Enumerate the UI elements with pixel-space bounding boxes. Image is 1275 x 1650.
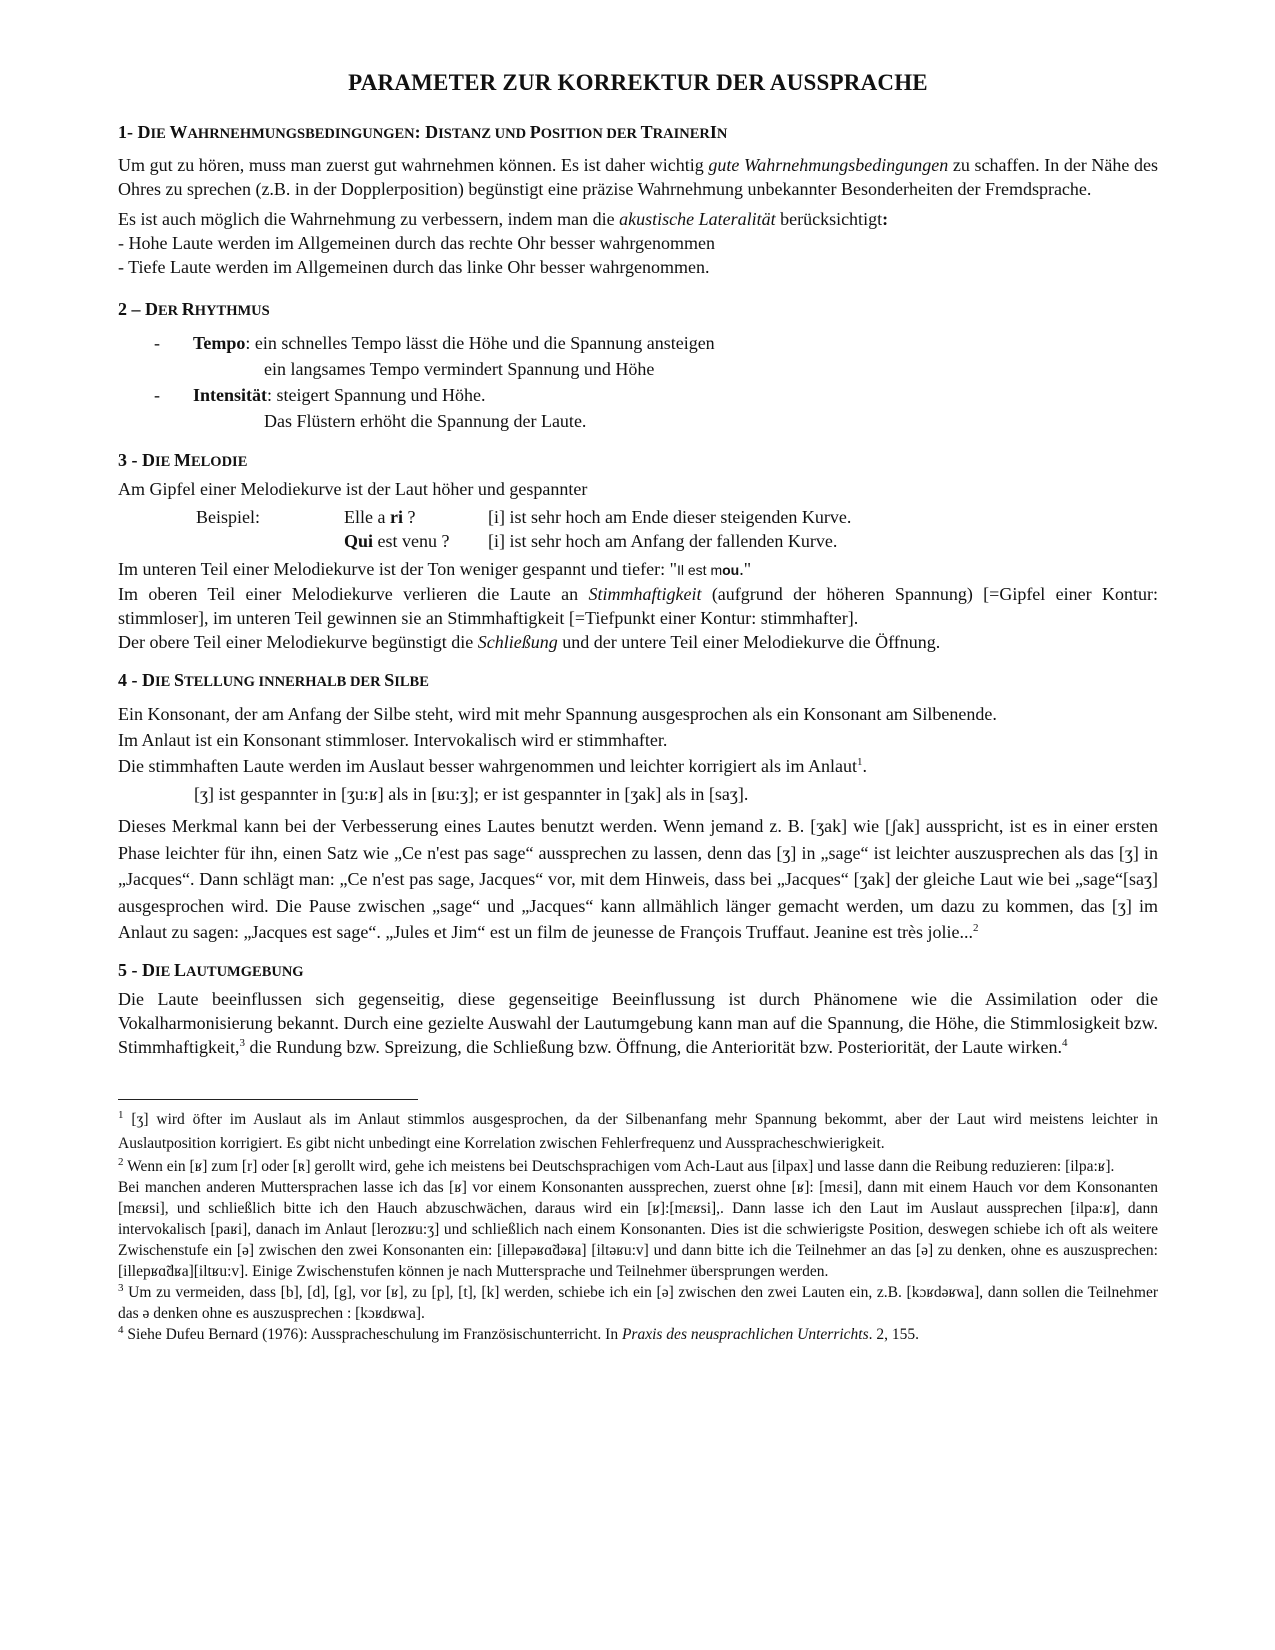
- emphasis: gute Wahrnehmungsbedingungen: [708, 155, 949, 175]
- section-2-heading: [118, 299, 1158, 320]
- paragraph: [118, 987, 1158, 1059]
- heading-text: 4 - D: [118, 670, 155, 690]
- footnote-ref[interactable]: 3: [239, 1036, 245, 1049]
- heading-text: N: [716, 126, 728, 142]
- heading-text: T: [640, 122, 653, 142]
- heading-text: OSITION DER: [540, 126, 641, 142]
- heading-text: IE: [150, 126, 170, 142]
- text: .: [862, 756, 867, 776]
- text: Die Laute beeinflussen sich gegenseitig, diese gegenseitige Beeinflussung ist durch Phänomene wie die Assimilation oder die Vokalharmonisierung bekannt. Durch eine gezielte Auswahl der Lautumgebung kann man auf die Spannung, die Höhe, die Stimmlosigkeit bzw. Stimmhaftigkeit,: [118, 988, 1158, 1057]
- footnote-text: [ʒ] wird öfter im Auslaut als im Anlaut stimmlos ausgesprochen, da der Silbenanfang mehr Spannung bekommt, aber der Laut wird meistens leichter in Auslautposition korrigiert. Es gibt nicht unbedingt eine Korrelation zwischen Fehlerfrequenz und Ausspracheschwierigkeit.: [118, 1110, 1158, 1152]
- emphasis: Stimmhaftigkeit: [588, 584, 702, 604]
- section-4-heading: [118, 670, 1158, 691]
- text: Im unteren Teil einer Melodiekurve ist der Ton weniger gespannt und tiefer: ": [118, 559, 677, 579]
- example-sentence: [344, 529, 450, 553]
- heading-text: L: [173, 959, 186, 980]
- text: est venu ?: [373, 531, 450, 551]
- footnote-number: 1: [118, 1108, 124, 1121]
- heading-text: 3 - D: [118, 450, 155, 470]
- footnote-text: Um zu vermeiden, dass [b], [d], [g], vor [ʁ], zu [p], [t], [k] werden, schiebe ich ein [ə] zwischen den zwei Lauten ein, z.B. [kɔʁdəʁwa], dann sollen die Teilnehmer das ə denken ohne es auszusprechen : [kɔʁdʁwa].: [118, 1283, 1158, 1322]
- footnote-text: . 2, 155.: [868, 1325, 920, 1343]
- text: Es ist auch möglich die Wahrnehmung zu verbessern, indem man die: [118, 209, 620, 229]
- footnote-2-continued: Bei manchen anderen Muttersprachen lasse ich das [ʁ] vor einem Konsonanten aussprechen, zuerst ohne [ʁ]: [mɛsi], dann mit einem Hauch vor dem Konsonanten [mɛʁsi], und schließlich bitte ich den Hauch abzuschwächen, daraus wird ein [ʁ]:[mɛʁsi],. Dann lasse ich den Laut im Auslaut aussprechen [ilpa:ʁ], dann intervokalisch [paʁi], danach im Anlaut [lerozʁu:ʒ] und schließlich nach einem Konsonanten. Dies ist die schwierigste Position, deswegen schiebe ich oft als weitere Zwischenstufe ein [ə] zwischen den zwei Konsonanten ein: [illepəʁɑ̃dəʁa] [iltəʁu:v] und dann bitte ich die Teilnehmer an das [ə] zu denken, ohne es auszusprechen: [illepʁɑ̃dʁa][iltʁu:v]. Einige Zwischenstufen können je nach Muttersprache und Teilnehmer übersprungen werden.: [118, 1178, 1158, 1280]
- section-3-heading: [118, 450, 1158, 471]
- text: die Rundung bzw. Spreizung, die Schließung bzw. Öffnung, die Anteriorität bzw. Posteriorität, der Laute wirken.: [245, 1036, 1062, 1057]
- footnote-text: Wenn ein [ʁ] zum [r] oder [ʀ] gerollt wird, gehe ich meistens bei Deutschsprachigen vom Ach-Laut aus [ilpax] und lasse dann die Reibung reduzieren: [ilpa:ʁ].: [123, 1157, 1115, 1175]
- text: : ein schnelles Tempo lässt die Höhe und die Spannung ansteigen: [245, 333, 715, 353]
- example-note: [i] ist sehr hoch am Ende dieser steigenden Kurve.: [488, 507, 852, 527]
- text: zu schaffen. In der Nähe des Ohres zu sprechen (z.B. in der Dopplerposition) begünstigt eine präzise Wahrnehmung unbekannter Besonderheiten der Fremdsprache.: [118, 155, 1158, 199]
- footnote-ref[interactable]: 1: [856, 756, 863, 768]
- section-1-heading: [118, 122, 1158, 143]
- example-row: [118, 529, 1158, 553]
- term: Intensität: [193, 385, 268, 405]
- text: Im oberen Teil einer Melodiekurve verlieren die Laute an: [118, 584, 589, 604]
- list-item: [118, 330, 1158, 356]
- bullet: -: [154, 385, 160, 405]
- paragraph: [118, 207, 1158, 231]
- text: Dieses Merkmal kann bei der Verbesserung eines Lautes benutzt werden. Wenn jemand z. B. [ʒak] wie [ʃak] ausspricht, ist es in einer ersten Phase leichter für ihn, einen Satz wie „Ce n'est pas sage“ aussprechen zu lassen, denn das [ʒ] in „sage“ ist leichter auszusprechen als das [ʒ] in „Jacques“. Dann schlägt man: „Ce n'est pas sage, Jacques“ vor, mit dem Hinweis, dass bei „Jacques“ [ʒak] der gleiche Laut wie bei „sage“[saʒ] ausgesprochen wird. Die Pause zwischen „sage“ und „Jacques“ kann allmählich länger gemacht werden, um dazu zu kommen, das [ʒ] im Anlaut zu sagen: „Jacques est sage“. „Jules et Jim“ est un film de jeunesse de François Truffaut. Jeanine est très jolie...: [118, 816, 1158, 942]
- text: und der untere Teil einer Melodiekurve die Öffnung.: [557, 632, 941, 652]
- text: Elle a: [344, 507, 390, 527]
- text: berücksichtigt: [775, 209, 883, 229]
- page-title: PARAMETER ZUR KORREKTUR DER AUSSPRACHE: [348, 70, 928, 95]
- footnote-divider: [118, 1099, 418, 1100]
- heading-text: HYTHMUS: [194, 303, 270, 319]
- example-note: [i] ist sehr hoch am Anfang der fallenden Kurve.: [488, 531, 838, 551]
- heading-text: I: [709, 122, 717, 142]
- heading-text: : D: [414, 122, 439, 142]
- paragraph: [118, 582, 1158, 630]
- paragraph: [118, 753, 1158, 779]
- heading-text: ER: [158, 303, 182, 319]
- footnote-number: 2: [118, 1155, 124, 1168]
- paragraph: [118, 813, 1158, 946]
- example-label: Beispiel:: [196, 507, 260, 527]
- heading-text: 1- D: [118, 122, 151, 142]
- heading-text: 2 – D: [118, 299, 158, 319]
- footnote-4: [118, 1324, 1158, 1345]
- heading-text: M: [173, 450, 191, 470]
- text: Der obere Teil einer Melodiekurve begünstigt die: [118, 632, 478, 652]
- term: Tempo: [193, 333, 246, 353]
- section-5-heading: [118, 960, 1158, 981]
- emphasis: Schließung: [477, 632, 558, 652]
- example-sentence: [344, 505, 415, 529]
- heading-text: S: [384, 670, 395, 690]
- text: Die stimmhaften Laute werden im Auslaut besser wahrgenommen und leichter korrigiert als im Anlaut: [118, 756, 857, 776]
- example-line: [ʒ] ist gespannter in [ʒu:ʁ] als in [ʁu:ʒ]; er ist gespannter in [ʒak] als in [saʒ].: [194, 784, 749, 804]
- footnote-text: Siehe Dufeu Bernard (1976): Ausspracheschulung im Französischunterricht. In: [123, 1325, 622, 1343]
- footnote-3: [118, 1282, 1158, 1324]
- heading-text: AHRNEHMUNGSBEDINGUNGEN: [187, 126, 415, 142]
- heading-text: S: [173, 670, 184, 690]
- rhythm-list: [118, 330, 1158, 434]
- heading-text: AUTUMGEBUNG: [185, 963, 304, 980]
- list-subitem: ein langsames Tempo vermindert Spannung und Höhe: [264, 359, 655, 379]
- heading-text: R: [181, 299, 195, 319]
- paragraph: Im Anlaut ist ein Konsonant stimmloser. Intervokalisch wird er stimmhafter.: [118, 730, 668, 750]
- heading-text: IE: [155, 454, 174, 470]
- footnote-2: [118, 1156, 1158, 1177]
- heading-text: ILBE: [394, 674, 429, 690]
- list-item: [118, 382, 1158, 408]
- heading-text: P: [529, 122, 541, 142]
- text: Um gut zu hören, muss man zuerst gut wahrnehmen können. Es ist daher wichtig: [118, 155, 709, 175]
- citation-title: Praxis des neusprachlichen Unterrichts: [621, 1325, 869, 1343]
- example-row: [118, 505, 1158, 529]
- example-text: Il est m: [677, 562, 723, 578]
- bullet: -: [154, 333, 160, 353]
- list-subitem: Das Flüstern erhöht die Spannung der Laute.: [264, 411, 587, 431]
- heading-text: W: [169, 122, 188, 142]
- footnote-number: 4: [118, 1323, 124, 1336]
- text: :: [882, 209, 889, 229]
- text: : steigert Spannung und Höhe.: [267, 385, 486, 405]
- footnote-ref[interactable]: 2: [972, 922, 979, 934]
- heading-text: TELLUNG INNERHALB DER: [183, 674, 385, 690]
- emphasis: akustische Lateralität: [619, 209, 776, 229]
- footnote-number: 3: [118, 1281, 124, 1294]
- heading-text: IE: [155, 674, 174, 690]
- footnote-1: [118, 1108, 1158, 1156]
- heading-text: ELODIE: [190, 454, 248, 470]
- paragraph: Am Gipfel einer Melodiekurve ist der Laut höher und gespannter: [118, 479, 588, 499]
- document-page: [118, 70, 1158, 1345]
- heading-text: 5 - D: [118, 959, 155, 980]
- paragraph: [118, 153, 1158, 201]
- text: .": [739, 559, 752, 579]
- example-text: ou: [722, 562, 740, 578]
- list-item: - Hohe Laute werden im Allgemeinen durch das rechte Ohr besser wahrgenommen: [118, 233, 715, 253]
- heading-text: IE: [155, 963, 174, 980]
- stressed-syllable: Qui: [344, 531, 374, 551]
- paragraph: [118, 630, 1158, 654]
- heading-text: ISTANZ UND: [438, 126, 530, 142]
- paragraph: [118, 557, 1158, 582]
- text: (aufgrund der höheren Spannung) [=Gipfel einer Kontur: stimmloser], im unteren Teil gewinnen sie an Stimmhaftigkeit [=Tiefpunkt einer Kontur: stimmhafter].: [118, 584, 1158, 628]
- text: ?: [402, 507, 416, 527]
- list-item: - Tiefe Laute werden im Allgemeinen durch das linke Ohr besser wahrgenommen.: [118, 257, 710, 277]
- paragraph: Ein Konsonant, der am Anfang der Silbe steht, wird mit mehr Spannung ausgesprochen als ein Konsonant am Silbenende.: [118, 704, 997, 724]
- heading-text: RAINER: [652, 126, 710, 142]
- stressed-syllable: ri: [389, 507, 403, 527]
- footnote-ref[interactable]: 4: [1061, 1036, 1068, 1049]
